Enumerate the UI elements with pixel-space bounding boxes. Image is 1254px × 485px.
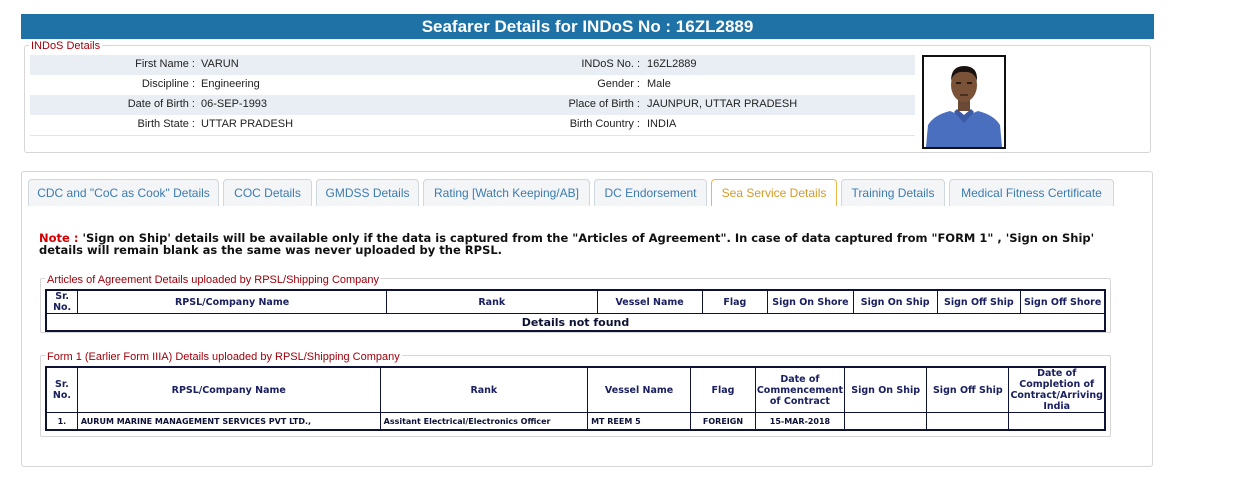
articles-legend: Articles of Agreement Details uploaded by RPSL/Shipping Company: [47, 274, 380, 286]
gender-label: Gender :: [597, 78, 640, 90]
col-flag: Flag: [691, 367, 756, 413]
birth-country-value: INDIA: [647, 118, 677, 130]
first-name-label: First Name :: [135, 58, 195, 70]
note-label: Note :: [39, 231, 79, 245]
page-title: Seafarer Details for INDoS No : 16ZL2889: [21, 14, 1154, 39]
dob-value: 06-SEP-1993: [201, 98, 268, 110]
sign-on-ship-note: [39, 232, 1099, 256]
articles-table: [45, 289, 1106, 332]
cell-vessel-name: MT REEM 5: [588, 413, 691, 431]
col-sr-no: Sr. No.: [46, 290, 78, 314]
tab-coc-details[interactable]: COC Details: [223, 179, 312, 206]
col-sr-no: Sr. No.: [46, 367, 77, 413]
cell-sign-off-ship: [927, 413, 1009, 431]
col-sign-off-shore: Sign Off Shore: [1021, 290, 1105, 314]
col-sign-on-ship: Sign On Ship: [845, 367, 927, 413]
col-company-name: RPSL/Company Name: [78, 290, 387, 314]
cell-date-commencement: 15-MAR-2018: [755, 413, 844, 431]
col-rank: Rank: [380, 367, 587, 413]
table-row: [46, 314, 1105, 332]
col-sign-off-ship: Sign Off Ship: [937, 290, 1021, 314]
cell-company-name: AURUM MARINE MANAGEMENT SERVICES PVT LTD.,: [77, 413, 380, 431]
birth-state-value: UTTAR PRADESH: [201, 118, 294, 130]
tab-dc-endorsement[interactable]: DC Endorsement: [594, 179, 707, 206]
col-sign-on-ship: Sign On Ship: [853, 290, 937, 314]
col-flag: Flag: [702, 290, 768, 314]
details-not-found: Details not found: [46, 314, 1105, 332]
birth-state-label: Birth State :: [137, 118, 195, 130]
cell-sign-on-ship: [845, 413, 927, 431]
col-sign-on-shore: Sign On Shore: [768, 290, 854, 314]
detail-row: [30, 55, 915, 75]
discipline-label: Discipline :: [141, 78, 195, 90]
first-name-value: VARUN: [201, 58, 239, 70]
col-vessel-name: Vessel Name: [597, 290, 702, 314]
seafarer-photo: [922, 55, 1006, 149]
form1-table: [45, 366, 1106, 431]
form1-legend: Form 1 (Earlier Form IIIA) Details uploaded by RPSL/Shipping Company: [47, 351, 400, 363]
cell-flag: FOREIGN: [691, 413, 756, 431]
col-sign-off-ship: Sign Off Ship: [927, 367, 1009, 413]
indos-no-value: 16ZL2889: [647, 58, 697, 70]
birth-country-label: Birth Country :: [569, 118, 640, 130]
indos-no-label: INDoS No. :: [581, 58, 640, 70]
cell-rank: Assitant Electrical/Electronics Officer: [380, 413, 587, 431]
tab-gmdss-details[interactable]: GMDSS Details: [316, 179, 419, 206]
tab-medical-fitness[interactable]: Medical Fitness Certificate: [949, 179, 1114, 206]
person-photo-icon: [924, 57, 1004, 147]
col-vessel-name: Vessel Name: [588, 367, 691, 413]
detail-row: [30, 75, 915, 96]
detail-row: [30, 95, 915, 115]
tab-rating[interactable]: Rating [Watch Keeping/AB]: [423, 179, 590, 206]
tab-training-details[interactable]: Training Details: [841, 179, 945, 206]
table-row: [46, 413, 1105, 431]
indos-details-legend: INDoS Details: [31, 40, 101, 52]
detail-row: [30, 115, 915, 136]
dob-label: Date of Birth :: [127, 98, 195, 110]
tab-sea-service-details[interactable]: Sea Service Details: [711, 179, 837, 206]
place-of-birth-value: JAUNPUR, UTTAR PRADESH: [647, 98, 798, 110]
col-rank: Rank: [386, 290, 597, 314]
tab-cdc-details[interactable]: CDC and "CoC as Cook" Details: [28, 179, 219, 206]
discipline-value: Engineering: [201, 78, 260, 90]
col-company-name: RPSL/Company Name: [77, 367, 380, 413]
table-header-row: [46, 367, 1105, 413]
cell-sr-no: 1.: [46, 413, 77, 431]
note-text: 'Sign on Ship' details will be available only if the data is captured from the "Articles of Agreement". In case of data captured from "FORM 1" , 'Sign on Ship' details will remain blank as the same was never uploaded by the RPSL.: [39, 231, 1095, 257]
col-date-commencement: Date of Commencement of Contract: [755, 367, 844, 413]
cell-date-completion: [1009, 413, 1105, 431]
gender-value: Male: [647, 78, 671, 90]
table-header-row: [46, 290, 1105, 314]
place-of-birth-label: Place of Birth :: [568, 98, 640, 110]
col-date-completion: Date of Completion of Contract/Arriving India: [1009, 367, 1105, 413]
